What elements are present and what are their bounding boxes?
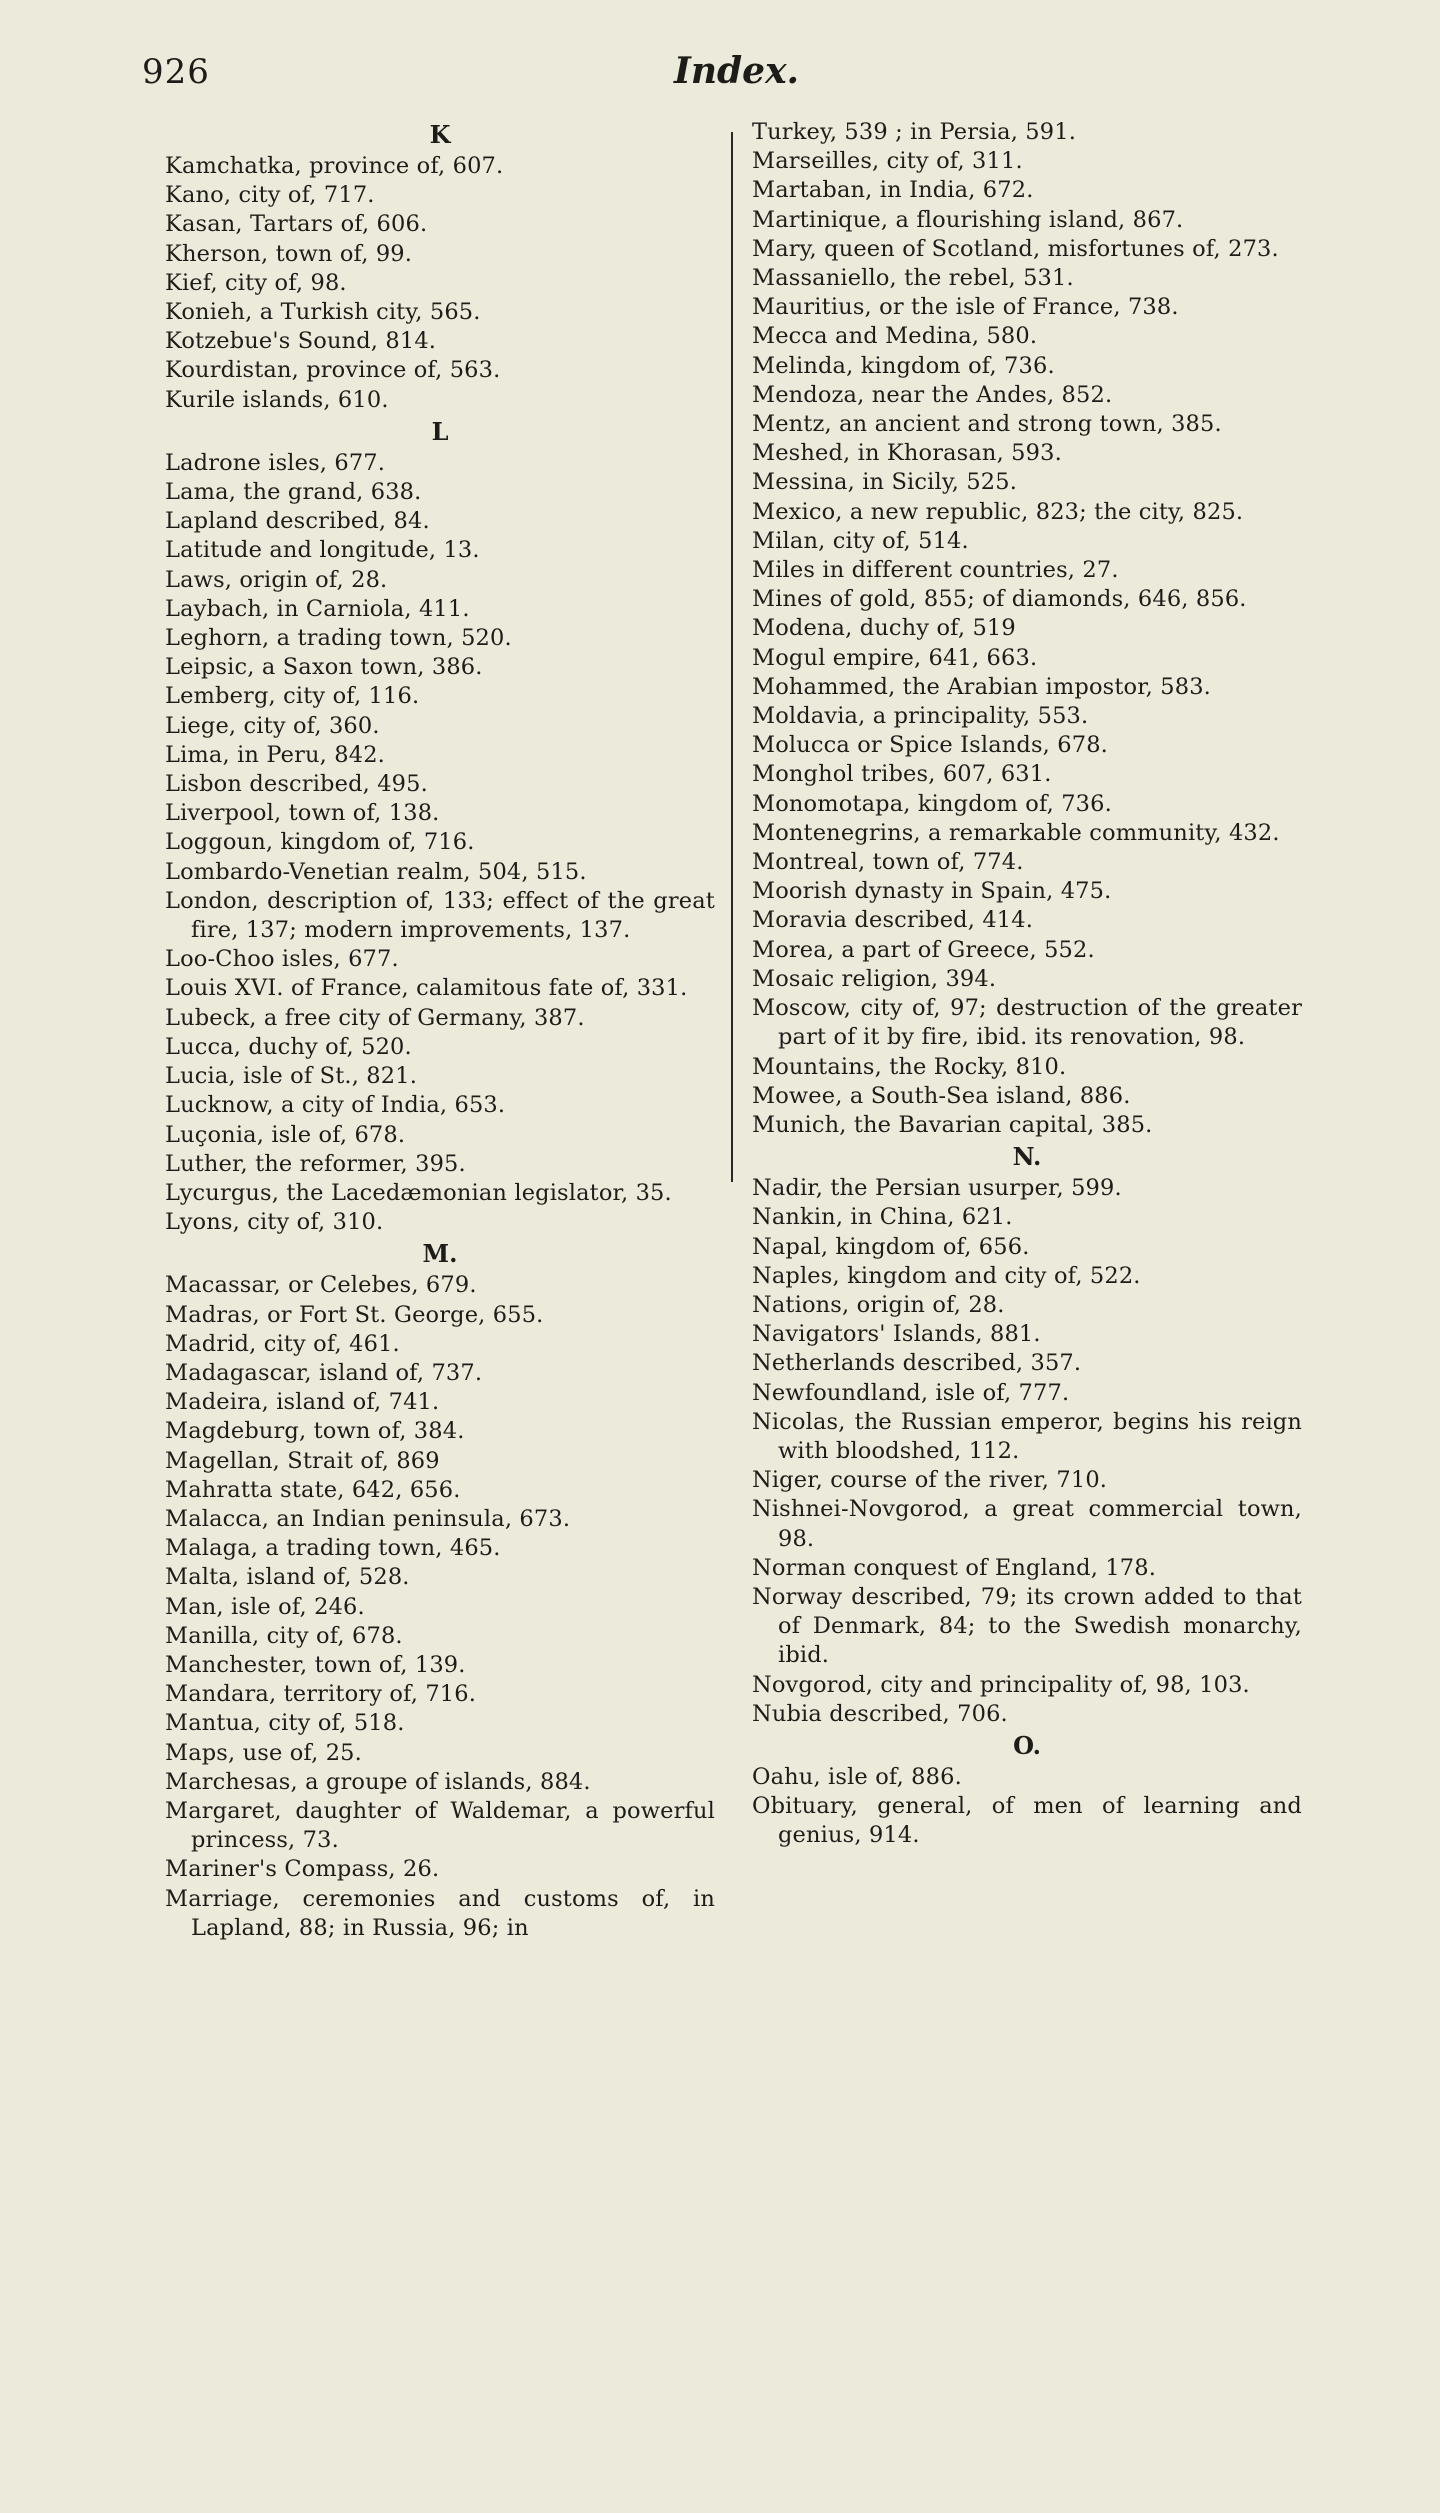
index-entry: Nishnei-Novgorod, a great commercial town, 98. [752, 1496, 1302, 1552]
index-entry: Kief, city of, 98. [165, 269, 347, 296]
index-entry: Leghorn, a trading town, 520. [165, 625, 512, 652]
index-entry: Nations, origin of, 28. [752, 1291, 1005, 1318]
index-entry: Montenegrins, a remarkable community, 432. [752, 819, 1280, 846]
index-entry: Kasan, Tartars of, 606. [165, 211, 428, 238]
index-entry: Mowee, a South-Sea island, 886. [752, 1082, 1131, 1109]
index-entry: Melinda, kingdom of, 736. [752, 352, 1055, 379]
index-entry: Lisbon described, 495. [165, 771, 428, 798]
index-entry: Lubeck, a free city of Germany, 387. [165, 1004, 585, 1031]
index-entry: Lama, the grand, 638. [165, 479, 422, 506]
index-entry: Marseilles, city of, 311. [752, 148, 1023, 175]
index-entry: Kotzebue's Sound, 814. [165, 328, 437, 355]
index-entry: Modena, duchy of, 519 [752, 615, 1016, 642]
index-entry: Malaga, a trading town, 465. [165, 1535, 501, 1562]
index-entry: Niger, course of the river, 710. [752, 1467, 1108, 1494]
index-entry: Laybach, in Carniola, 411. [165, 595, 470, 622]
index-entry: Lima, in Peru, 842. [165, 741, 385, 768]
index-entry: Nicolas, the Russian emperor, begins his reign with bloodshed, 112. [752, 1408, 1302, 1464]
index-entry: Liege, city of, 360. [165, 712, 380, 739]
index-entry: Mines of gold, 855; of diamonds, 646, 856. [752, 586, 1247, 613]
index-entry: Margaret, daughter of Waldemar, a powerful princess, 73. [165, 1797, 715, 1854]
index-entry: Liverpool, town of, 138. [165, 800, 440, 827]
index-entry: Oahu, isle of, 886. [752, 1763, 962, 1790]
index-entry: Manchester, town of, 139. [165, 1651, 466, 1678]
index-entry: Madagascar, island of, 737. [165, 1359, 483, 1386]
index-column-left [165, 118, 715, 1943]
index-entry: Mogul empire, 641, 663. [752, 644, 1038, 671]
index-entry: Lyons, city of, 310. [165, 1209, 384, 1236]
index-entry: Mosaic religion, 394. [752, 965, 997, 992]
index-entry: Marchesas, a groupe of islands, 884. [165, 1768, 591, 1795]
index-entry: Lemberg, city of, 116. [165, 683, 420, 710]
index-entry: Navigators' Islands, 881. [752, 1321, 1041, 1348]
index-entry: Moorish dynasty in Spain, 475. [752, 878, 1112, 905]
index-entry: Mandara, territory of, 716. [165, 1681, 477, 1708]
index-entry: Kurile islands, 610. [165, 386, 389, 413]
index-entry: London, description of, 133; effect of the great fire, 137; modern improvements, 137. [165, 887, 715, 944]
index-entry: Mary, queen of Scotland, misfortunes of, 273. [752, 235, 1279, 262]
index-entry: Mountains, the Rocky, 810. [752, 1053, 1067, 1080]
index-entry: Montreal, town of, 774. [752, 849, 1024, 876]
index-entry: Loggoun, kingdom of, 716. [165, 829, 475, 856]
section-letter: N. [1012, 1142, 1042, 1172]
index-entry: Molucca or Spice Islands, 678. [752, 732, 1108, 759]
index-entry: Magellan, Strait of, 869 [165, 1447, 440, 1474]
index-entry: Mantua, city of, 518. [165, 1710, 405, 1737]
index-entry: Nankin, in China, 621. [752, 1204, 1013, 1231]
index-entry: Napal, kingdom of, 656. [752, 1233, 1030, 1260]
index-entry: Martinique, a flourishing island, 867. [752, 206, 1184, 233]
index-entry: Mendoza, near the Andes, 852. [752, 381, 1113, 408]
index-entry: Moravia described, 414. [752, 907, 1034, 934]
section-letter: O. [1013, 1730, 1041, 1760]
index-entry: Lapland described, 84. [165, 508, 430, 535]
index-entry: Mariner's Compass, 26. [165, 1856, 440, 1883]
index-entry: Mentz, an ancient and strong town, 385. [752, 411, 1222, 438]
index-entry: Milan, city of, 514. [752, 527, 969, 554]
index-entry: Kourdistan, province of, 563. [165, 357, 501, 384]
index-entry: Mauritius, or the isle of France, 738. [752, 294, 1179, 321]
index-entry: Macassar, or Celebes, 679. [165, 1272, 477, 1299]
index-entry: Newfoundland, isle of, 777. [752, 1379, 1070, 1406]
index-entry: Leipsic, a Saxon town, 386. [165, 654, 483, 681]
index-entry: Madeira, island of, 741. [165, 1389, 440, 1416]
index-entry: Monomotapa, kingdom of, 736. [752, 790, 1112, 817]
index-entry: Massaniello, the rebel, 531. [752, 265, 1074, 292]
index-entry: Morea, a part of Greece, 552. [752, 936, 1095, 963]
index-entry: Novgorod, city and principality of, 98, 103. [752, 1671, 1250, 1698]
index-entry: Lucknow, a city of India, 653. [165, 1092, 506, 1119]
index-entry: Mahratta state, 642, 656. [165, 1476, 461, 1503]
index-entry: Ladrone isles, 677. [165, 449, 386, 476]
section-letter: K [429, 120, 451, 149]
index-entry: Meshed, in Khorasan, 593. [752, 440, 1062, 467]
index-entry: Miles in different countries, 27. [752, 557, 1119, 584]
index-entry: Lucca, duchy of, 520. [165, 1033, 412, 1060]
index-entry: Nadir, the Persian usurper, 599. [752, 1175, 1122, 1202]
index-entry: Obituary, general, of men of learning and genius, 914. [752, 1793, 1302, 1849]
index-entry: Naples, kingdom and city of, 522. [752, 1262, 1141, 1289]
index-entry: Manilla, city of, 678. [165, 1622, 403, 1649]
index-entry: Netherlands described, 357. [752, 1350, 1082, 1377]
index-entry: Moscow, city of, 97; destruction of the greater part of it by fire, ibid. its renovation, 98. [752, 995, 1302, 1051]
running-head: Index. [674, 50, 800, 92]
section-letter: L [431, 416, 449, 446]
index-entry: Laws, origin of, 28. [165, 566, 388, 593]
index-entry: Lycurgus, the Lacedæmonian legislator, 35. [165, 1179, 672, 1206]
index-entry: Norman conquest of England, 178. [752, 1554, 1157, 1581]
index-entry: Malacca, an Indian peninsula, 673. [165, 1505, 571, 1532]
index-entry: Malta, island of, 528. [165, 1564, 410, 1591]
index-entry: Konieh, a Turkish city, 565. [165, 299, 481, 326]
index-entry: Man, isle of, 246. [165, 1593, 365, 1620]
index-entry: Lucia, isle of St., 821. [165, 1063, 417, 1090]
section-letter: M. [422, 1239, 458, 1269]
index-column-right [752, 118, 1302, 1851]
index-entry: Madrid, city of, 461. [165, 1330, 400, 1357]
index-entry: Mohammed, the Arabian impostor, 583. [752, 673, 1211, 700]
column-divider [731, 132, 733, 1182]
index-entry: Luther, the reformer, 395. [165, 1150, 466, 1177]
index-entry: Magdeburg, town of, 384. [165, 1418, 465, 1445]
index-entry: Kano, city of, 717. [165, 182, 375, 209]
index-entry: Messina, in Sicily, 525. [752, 469, 1018, 496]
page-number: 926 [142, 52, 210, 92]
index-entry: Luçonia, isle of, 678. [165, 1121, 406, 1148]
index-entry: Marriage, ceremonies and customs of, in Lapland, 88; in Russia, 96; in [165, 1885, 715, 1941]
index-entry: Martaban, in India, 672. [752, 177, 1034, 204]
index-entry: Latitude and longitude, 13. [165, 537, 480, 564]
index-entry: Loo-Choo isles, 677. [165, 946, 399, 973]
index-entry: Kherson, town of, 99. [165, 240, 413, 267]
index-entry: Moldavia, a principality, 553. [752, 703, 1089, 730]
index-entry: Louis XVI. of France, calamitous fate of, 331. [165, 975, 688, 1002]
index-entry: Nubia described, 706. [752, 1700, 1008, 1727]
index-entry: Lombardo-Venetian realm, 504, 515. [165, 858, 587, 885]
index-entry: Kamchatka, province of, 607. [165, 153, 504, 179]
index-entry: Munich, the Bavarian capital, 385. [752, 1111, 1153, 1138]
index-entry: Norway described, 79; its crown added to that of Denmark, 84; to the Swedish monarchy, ibid. [752, 1583, 1302, 1669]
index-entry: Mexico, a new republic, 823; the city, 825. [752, 498, 1244, 525]
index-entry: Madras, or Fort St. George, 655. [165, 1301, 544, 1328]
index-entry: Monghol tribes, 607, 631. [752, 761, 1052, 788]
index-entry: Turkey, 539 ; in Persia, 591. [752, 119, 1077, 145]
index-entry: Mecca and Medina, 580. [752, 323, 1038, 350]
index-entry: Maps, use of, 25. [165, 1739, 362, 1766]
